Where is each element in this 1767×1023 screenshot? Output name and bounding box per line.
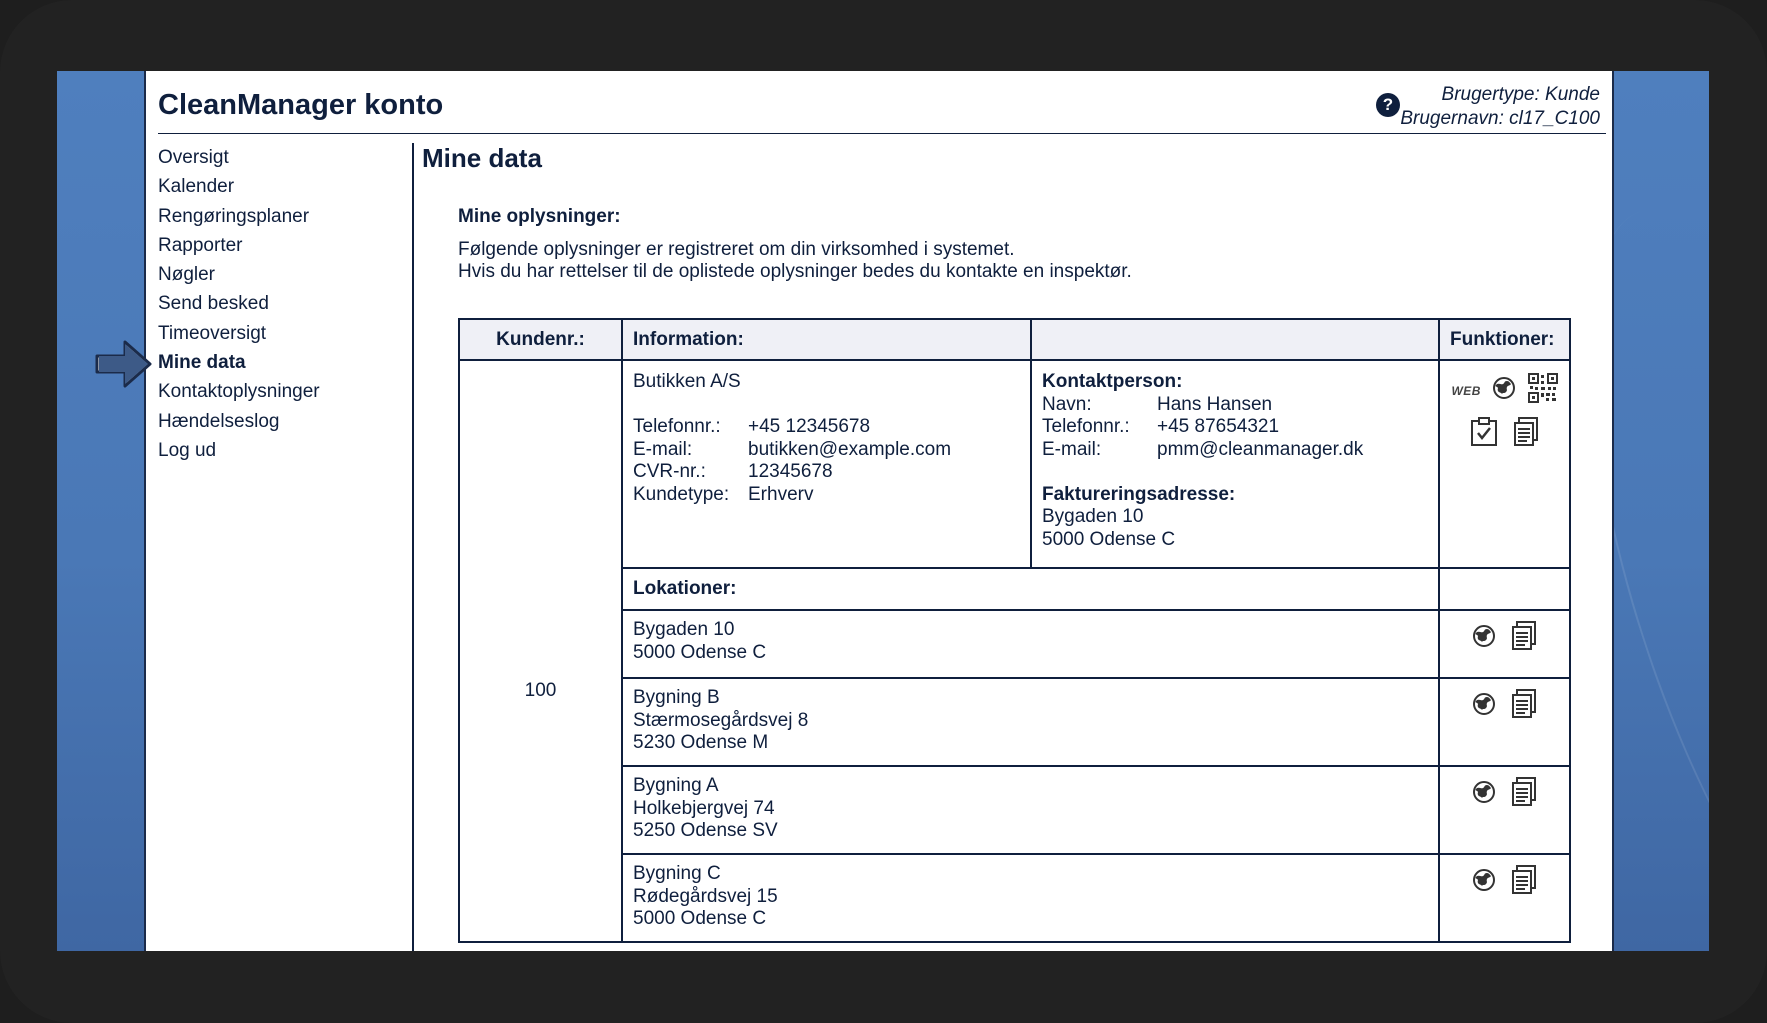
- company-email: butikken@example.com: [748, 438, 952, 460]
- nav-divider: [412, 143, 414, 951]
- description-line-1: Følgende oplysninger er registreret om din virksomhed i systemet.: [458, 239, 1015, 260]
- location-cell-0: [622, 610, 1439, 678]
- description-line-2: Hvis du har rettelser til de oplistede oplysninger bedes du kontakte en inspektør.: [458, 261, 1132, 282]
- documents-icon[interactable]: [1511, 621, 1537, 657]
- location-1-functions: [1439, 678, 1570, 766]
- table-row: [459, 854, 1570, 942]
- company-functions-cell: [1439, 360, 1570, 568]
- nav-item-timeoversigt[interactable]: Timeoversigt: [158, 322, 267, 344]
- company-details: [633, 416, 1020, 506]
- contact-name: Hans Hansen: [1157, 393, 1273, 415]
- table-header-row: [459, 319, 1570, 360]
- company-phone: +45 12345678: [748, 416, 871, 437]
- locations-title: Lokationer:: [622, 568, 1439, 610]
- company-email-label: E-mail:: [633, 438, 693, 460]
- nav-item-noegler[interactable]: Nøgler: [158, 264, 216, 286]
- company-type: Erhverv: [748, 483, 814, 505]
- arrow-right-icon: [95, 339, 153, 394]
- location-2-line-2: Holkebjergvej 74: [633, 797, 775, 819]
- location-2-functions: [1439, 766, 1570, 854]
- web-icon[interactable]: WEB: [1451, 384, 1481, 398]
- locations-functions-empty: [1439, 568, 1570, 610]
- location-3-line-1: Bygning C: [633, 863, 721, 884]
- location-0-functions: [1439, 610, 1570, 678]
- globe-icon[interactable]: [1472, 868, 1496, 898]
- qr-code-icon[interactable]: [1528, 373, 1558, 409]
- kundenr-cell: 100: [459, 360, 622, 942]
- section-title: Mine oplysninger:: [458, 206, 621, 227]
- nav-item-mine-data[interactable]: Mine data: [158, 352, 246, 374]
- company-name: Butikken A/S: [633, 371, 741, 392]
- header-funktioner: Funktioner:: [1439, 319, 1570, 360]
- nav-item-log-ud[interactable]: Log ud: [158, 439, 217, 461]
- contact-name-label: Navn:: [1042, 393, 1092, 415]
- globe-icon[interactable]: [1492, 376, 1516, 406]
- header-information: Information:: [622, 319, 1031, 360]
- contact-phone: +45 87654321: [1157, 416, 1280, 437]
- location-1-line-3: 5230 Odense M: [633, 732, 769, 753]
- locations-header-row: [459, 568, 1570, 610]
- billing-line-1: Bygaden 10: [1042, 506, 1144, 527]
- nav-item-kalender[interactable]: Kalender: [158, 176, 235, 198]
- table-row: [459, 766, 1570, 854]
- location-1-line-2: Stærmosegårdsvej 8: [633, 709, 809, 731]
- location-3-line-2: Rødegårdsvej 15: [633, 885, 778, 907]
- location-1-line-1: Bygning B: [633, 687, 720, 708]
- location-0-line-2: 5000 Odense C: [633, 641, 767, 663]
- globe-icon[interactable]: [1472, 624, 1496, 654]
- company-cvr-label: CVR-nr.:: [633, 461, 706, 482]
- location-0-line-1: Bygaden 10: [633, 619, 735, 640]
- contact-email-label: E-mail:: [1042, 438, 1102, 460]
- help-icon[interactable]: ?: [1376, 93, 1400, 117]
- app-title: CleanManager konto: [158, 89, 444, 121]
- user-info: [1400, 83, 1600, 131]
- nav-item-rapporter[interactable]: Rapporter: [158, 234, 243, 256]
- documents-icon[interactable]: [1511, 689, 1537, 725]
- page-title: Mine data: [422, 143, 542, 173]
- contact-info-cell: [1031, 360, 1439, 568]
- documents-icon[interactable]: [1511, 777, 1537, 813]
- location-3-functions: [1439, 854, 1570, 942]
- location-cell-3: [622, 854, 1439, 942]
- customer-data-table: [458, 318, 1571, 943]
- nav-item-kontaktoplysninger[interactable]: Kontaktoplysninger: [158, 381, 320, 403]
- user-type: Brugertype: Kunde: [1441, 84, 1600, 105]
- app-window: [144, 71, 1614, 951]
- contact-details: [1042, 394, 1428, 462]
- location-cell-1: [622, 678, 1439, 766]
- username: Brugernavn: cl17_C100: [1400, 108, 1600, 129]
- sidebar-nav: [158, 143, 418, 465]
- location-cell-2: [622, 766, 1439, 854]
- contact-email: pmm@cleanmanager.dk: [1157, 438, 1364, 460]
- nav-item-rengoeringsplaner[interactable]: Rengøringsplaner: [158, 205, 310, 227]
- header: [158, 71, 1606, 134]
- documents-icon[interactable]: [1511, 865, 1537, 901]
- nav-item-oversigt[interactable]: Oversigt: [158, 147, 229, 168]
- location-2-line-1: Bygning A: [633, 775, 719, 796]
- company-info-cell: [622, 360, 1031, 568]
- nav-item-haendelseslog[interactable]: Hændelseslog: [158, 410, 280, 432]
- table-row: [459, 678, 1570, 766]
- billing-title: Faktureringsadresse:: [1042, 483, 1236, 505]
- table-row: [459, 610, 1570, 678]
- contact-title: Kontaktperson:: [1042, 371, 1183, 392]
- description: [458, 239, 1132, 283]
- company-cvr: 12345678: [748, 461, 833, 482]
- header-kundenr: Kundenr.:: [459, 319, 622, 360]
- header-empty: [1031, 319, 1439, 360]
- company-type-label: Kundetype:: [633, 483, 730, 505]
- location-2-line-3: 5250 Odense SV: [633, 820, 778, 841]
- location-3-line-3: 5000 Odense C: [633, 908, 767, 929]
- company-phone-label: Telefonnr.:: [633, 416, 721, 437]
- billing-line-2: 5000 Odense C: [1042, 528, 1176, 550]
- globe-icon[interactable]: [1472, 780, 1496, 810]
- table-row-company: [459, 360, 1570, 568]
- globe-icon[interactable]: [1472, 692, 1496, 722]
- nav-item-send-besked[interactable]: Send besked: [158, 293, 269, 315]
- documents-icon[interactable]: [1513, 417, 1539, 453]
- clipboard-check-icon[interactable]: [1470, 417, 1498, 453]
- contact-phone-label: Telefonnr.:: [1042, 416, 1130, 437]
